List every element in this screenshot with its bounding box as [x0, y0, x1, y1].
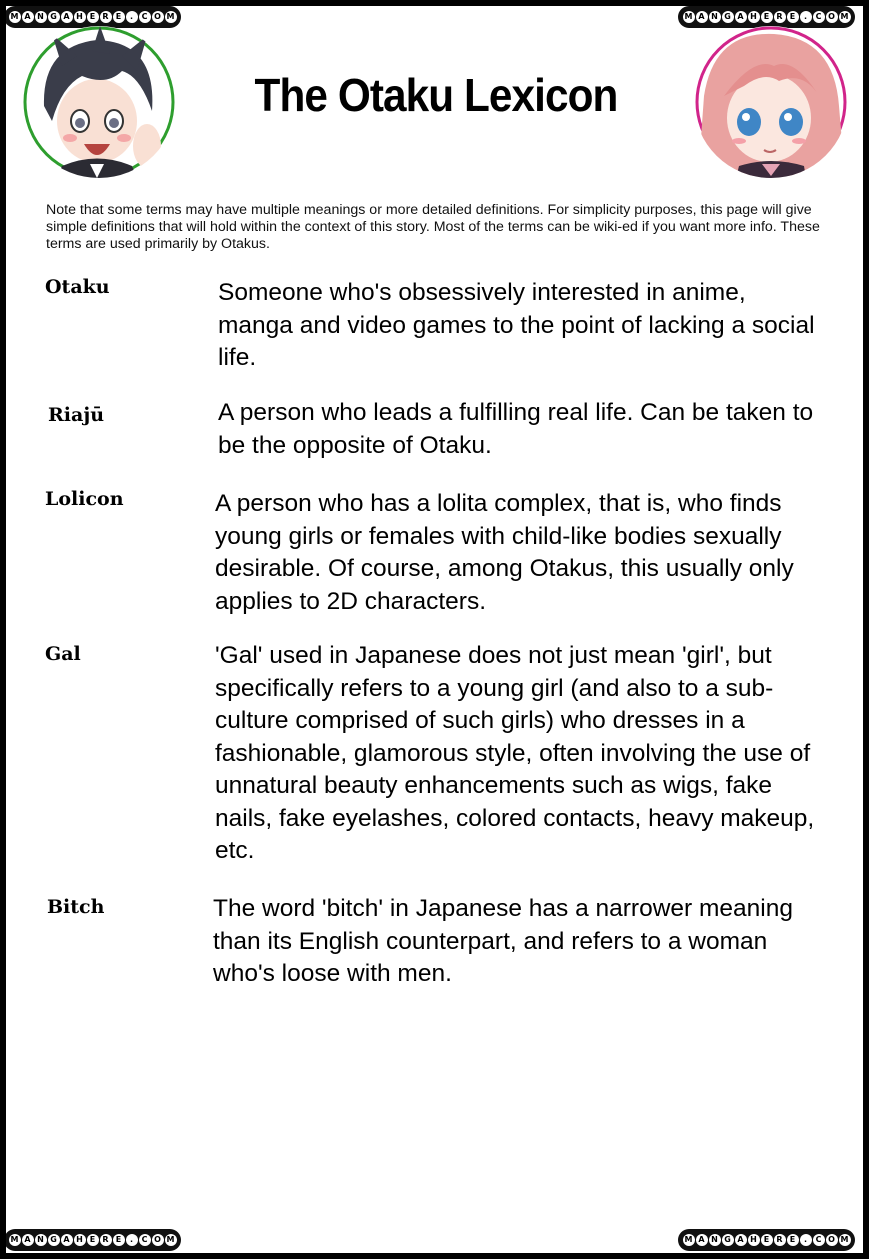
- watermark-letter: E: [87, 1234, 99, 1246]
- watermark-letter: M: [9, 1234, 21, 1246]
- watermark-letter: M: [839, 11, 851, 23]
- watermark-letter: A: [61, 11, 73, 23]
- watermark-letter: .: [800, 11, 812, 23]
- lexicon-page: [6, 6, 863, 1253]
- term-otaku: Otaku: [45, 276, 110, 298]
- watermark-letter: C: [139, 11, 151, 23]
- watermark-letter: A: [696, 11, 708, 23]
- term-lolicon: Lolicon: [45, 488, 124, 510]
- watermark-letter: C: [813, 11, 825, 23]
- girl-avatar: [694, 26, 848, 178]
- definition-otaku: Someone who's obsessively interested in anime, manga and video games to the point of lacking a social life.: [218, 279, 815, 371]
- watermark-letter: E: [787, 1234, 799, 1246]
- watermark-letter: N: [35, 1234, 47, 1246]
- watermark-letter: E: [87, 11, 99, 23]
- watermark-letter: R: [100, 1234, 112, 1246]
- definition-lolicon: A person who has a lolita complex, that is, who finds young girls or females with child-like bodies sexually desirable. Of course, among Otakus, this usually only applies to 2D characters.: [215, 490, 794, 615]
- watermark-letter: O: [826, 1234, 838, 1246]
- girl-avatar-illustration: [694, 26, 848, 178]
- watermark-letter: E: [787, 11, 799, 23]
- watermark-letter: A: [696, 1234, 708, 1246]
- watermark-letter: R: [774, 1234, 786, 1246]
- boy-avatar: [22, 26, 176, 178]
- watermark-letter: M: [839, 1234, 851, 1246]
- watermark-letter: C: [139, 1234, 151, 1246]
- watermark-letter: .: [800, 1234, 812, 1246]
- watermark-letter: G: [48, 1234, 60, 1246]
- watermark-letter: O: [826, 11, 838, 23]
- watermark-letter: N: [709, 1234, 721, 1246]
- watermark-letter: A: [22, 1234, 34, 1246]
- intro-note: Note that some terms may have multiple meanings or more detailed definitions. For simplicity purposes, this page will give simple definitions that will hold within the context of this story. Most of the terms can be wiki-ed if you want more info. These terms are used primarily by Otakus.: [46, 202, 820, 252]
- watermark-letter: H: [748, 1234, 760, 1246]
- watermark-letter: .: [126, 11, 138, 23]
- term-riaju: Riajū: [48, 404, 105, 426]
- watermark-letter: H: [74, 1234, 86, 1246]
- term-bitch: Bitch: [47, 896, 105, 918]
- definition-bitch: The word 'bitch' in Japanese has a narrower meaning than its English counterpart, and refers to a woman who's loose with men.: [213, 895, 793, 987]
- watermark-letter: G: [48, 11, 60, 23]
- watermark-letter: O: [152, 11, 164, 23]
- watermark-letter: M: [683, 11, 695, 23]
- watermark-letter: M: [683, 1234, 695, 1246]
- watermark-letter: G: [722, 11, 734, 23]
- definition-riaju: A person who leads a fulfilling real life. Can be taken to be the opposite of Otaku.: [218, 399, 814, 459]
- watermark-letter: H: [748, 11, 760, 23]
- watermark-letter: O: [152, 1234, 164, 1246]
- watermark-letter: E: [113, 11, 125, 23]
- watermark-letter: R: [774, 11, 786, 23]
- term-gal: Gal: [45, 643, 81, 665]
- page-title: The Otaku Lexicon: [254, 69, 618, 121]
- watermark-letter: E: [761, 11, 773, 23]
- watermark-bottom-right: [678, 1229, 855, 1251]
- watermark-letter: M: [165, 11, 177, 23]
- watermark-letter: G: [722, 1234, 734, 1246]
- definition-gal: 'Gal' used in Japanese does not just mean 'girl', but specifically refers to a young girl (and also to a sub-culture comprised of such girls) who dresses in a fashionable, glamorous style, often involving the use of unnatural beauty enhancements such as wigs, fake nails, fake eyelashes, colored contacts, heavy makeup, etc.: [215, 642, 815, 864]
- watermark-letter: A: [735, 11, 747, 23]
- watermark-letter: C: [813, 1234, 825, 1246]
- boy-avatar-illustration: [22, 26, 176, 178]
- watermark-letter: M: [165, 1234, 177, 1246]
- watermark-top-right: [678, 6, 855, 28]
- watermark-bottom-left: [6, 1229, 181, 1251]
- watermark-top-left: [6, 6, 181, 28]
- watermark-letter: M: [9, 11, 21, 23]
- watermark-letter: H: [74, 11, 86, 23]
- watermark-letter: N: [709, 11, 721, 23]
- watermark-letter: E: [761, 1234, 773, 1246]
- watermark-letter: R: [100, 11, 112, 23]
- watermark-letter: A: [61, 1234, 73, 1246]
- watermark-letter: A: [735, 1234, 747, 1246]
- watermark-letter: E: [113, 1234, 125, 1246]
- watermark-letter: .: [126, 1234, 138, 1246]
- watermark-letter: N: [35, 11, 47, 23]
- watermark-letter: A: [22, 11, 34, 23]
